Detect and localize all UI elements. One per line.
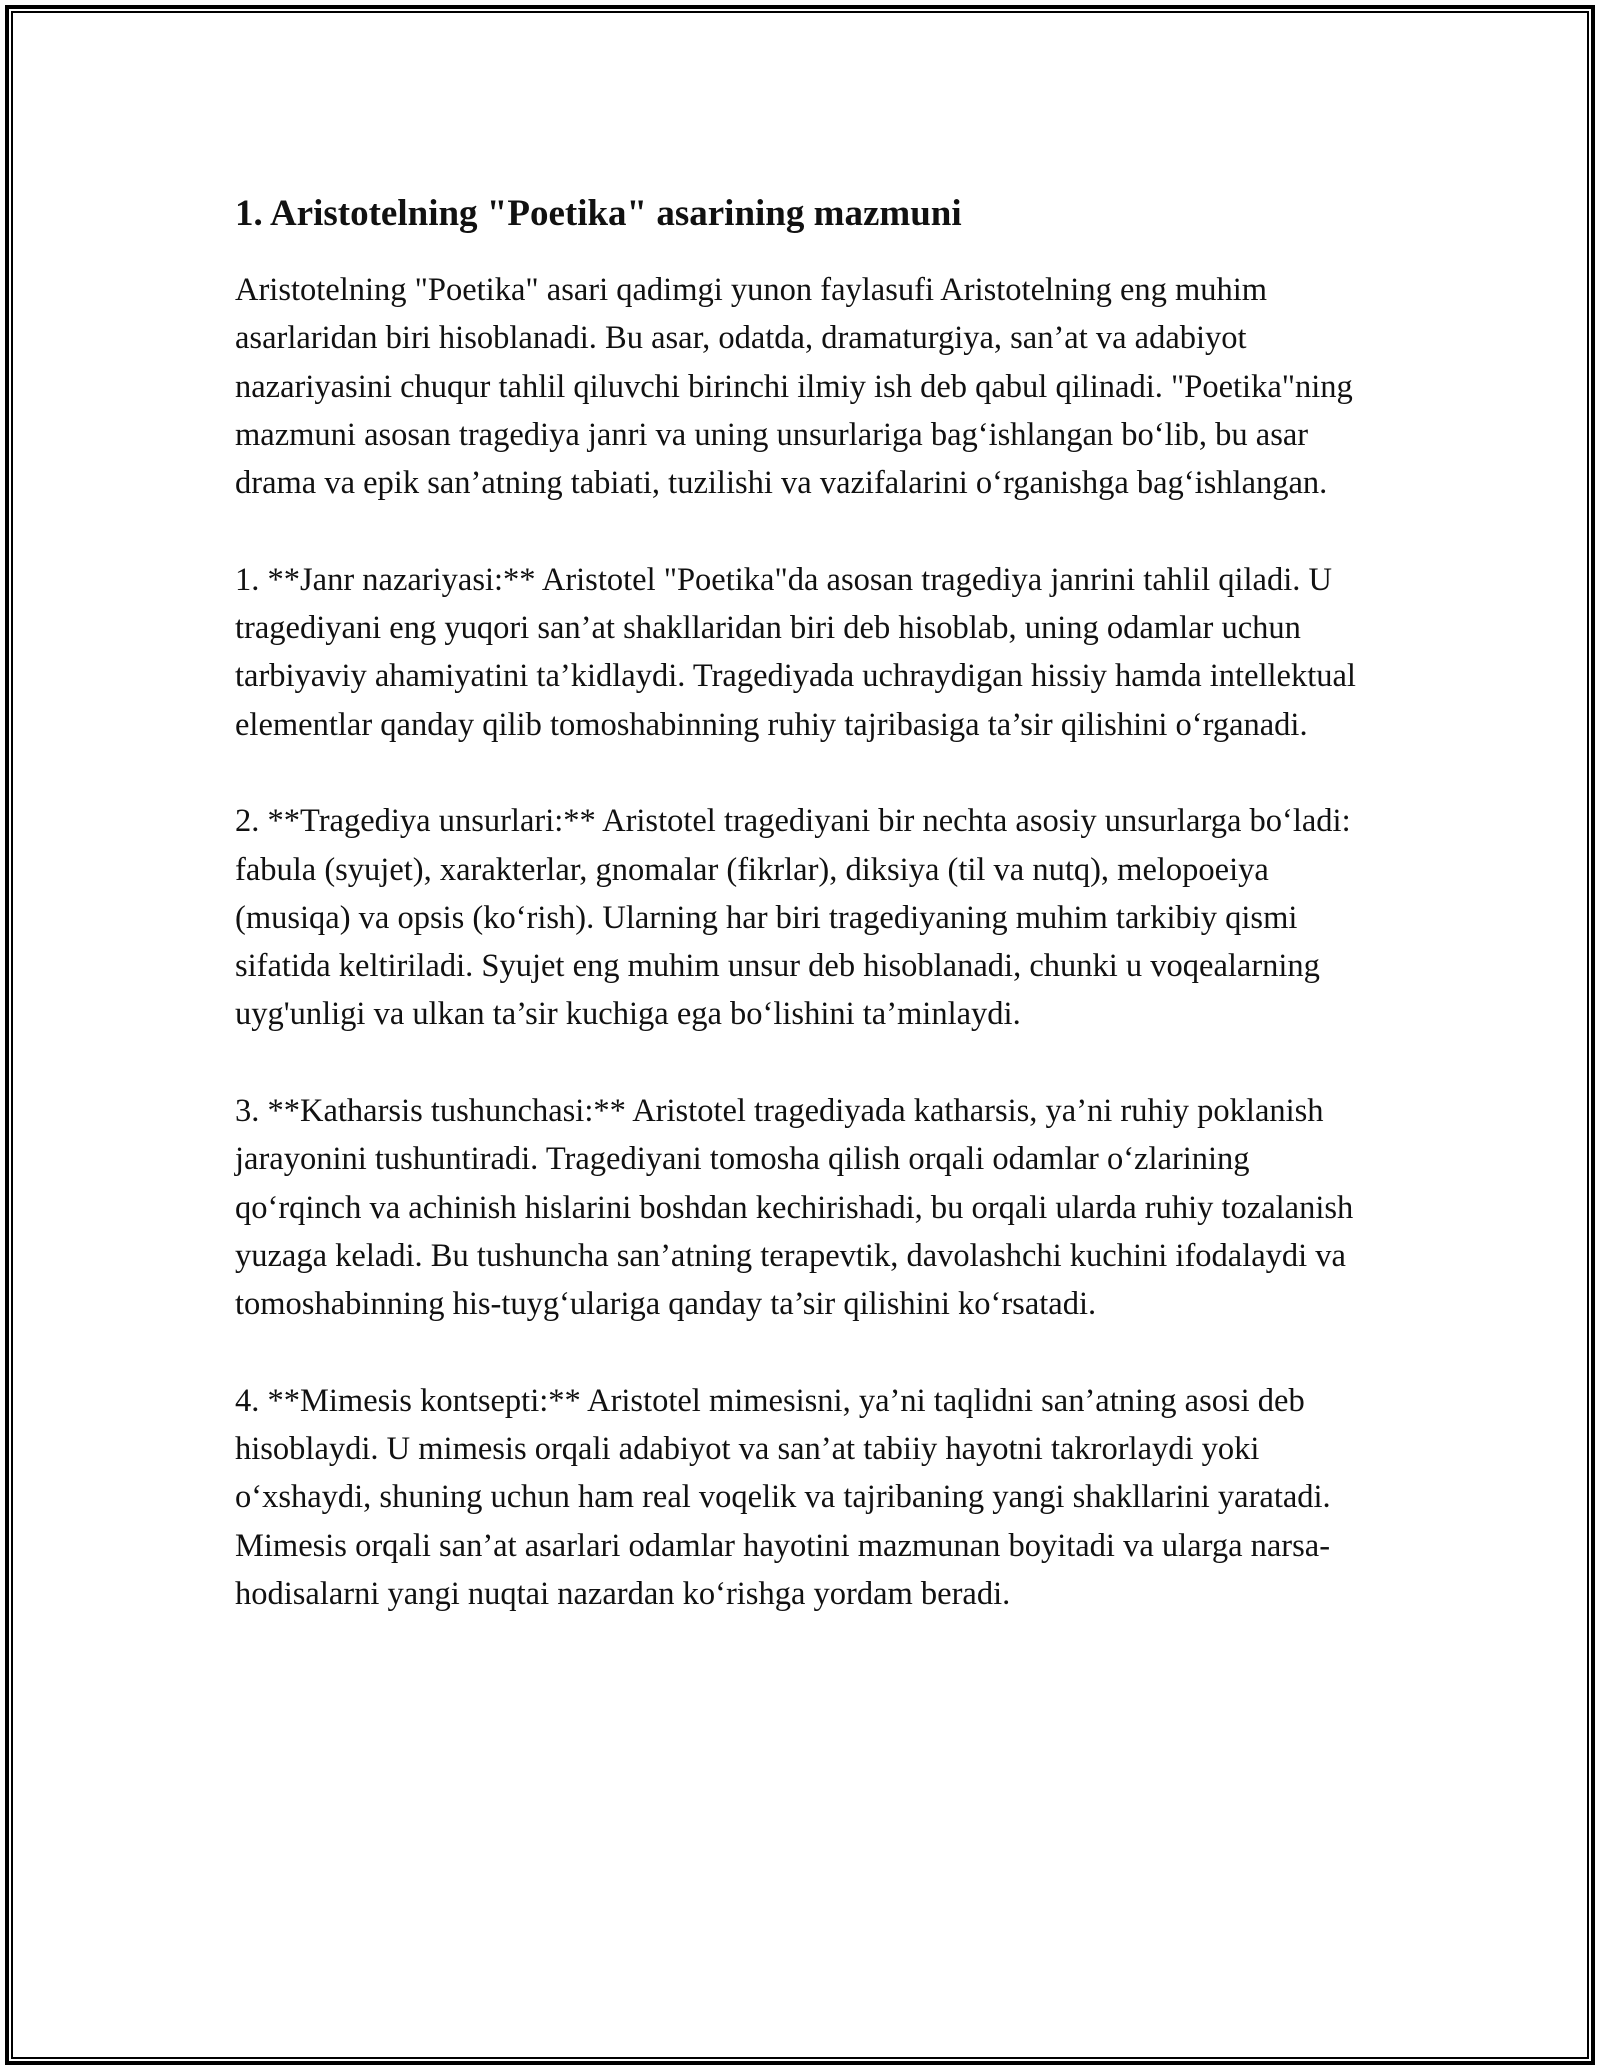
paragraph-mimesis: 4. **Mimesis kontsepti:** Aristotel mimesisni, ya’ni taqlidni san’atning asosi deb hisoblaydi. U mimesis orqali adabiyot va san’at tabiiy hayotni takrorlaydi yoki o‘xshaydi, shuning uchun ham real voqelik va tajribaning yangi shakllarini yaratadi. Mimesis orqali san’at asarlari odamlar hayotini mazmunan boyitadi va ularga narsa-hodisalarni yangi nuqtai nazardan ko‘rishga yordam beradi. [235, 1382, 1331, 1613]
paragraph-katharsis: 3. **Katharsis tushunchasi:** Aristotel tragediyada katharsis, ya’ni ruhiy poklanish jarayonini tushuntiradi. Tragediyani tomosha qilish orqali odamlar o‘zlarining qo‘rqinch va achinish hislarini boshdan kechirishadi, bu orqali ularda ruhiy tozalanish yuzaga keladi. Bu tushuncha san’atning terapevtik, davolashchi kuchini ifodalaydi va tomoshabinning his-tuyg‘ulariga qanday ta’sir qilishini ko‘rsatadi. [235, 1093, 1354, 1323]
paragraph-janr-nazariyasi: 1. **Janr nazariyasi:** Aristotel "Poetika"da asosan tragediya janrini tahlil qiladi. U tragediyani eng yuqori san’at shakllaridan biri deb hisoblab, uning odamlar uchun tarbiyaviy ahamiyatini ta’kidlaydi. Tragediyada uchraydigan hissiy hamda intellektual elementlar qanday qilib tomoshabinning ruhiy tajribasiga ta’sir qilishini o‘rganadi. [235, 561, 1356, 743]
document-body [235, 186, 1375, 1618]
document-title: 1. Aristotelning "Poetika" asarining mazmuni [235, 193, 962, 234]
intro-paragraph: Aristotelning "Poetika" asari qadimgi yunon faylasufi Aristotelning eng muhim asarlaridan biri hisoblanadi. Bu asar, odatda, dramaturgiya, san’at va adabiyot nazariyasini chuqur tahlil qiluvchi birinchi ilmiy ish deb qabul qilinadi. "Poetika"ning mazmuni asosan tragediya janri va uning unsurlariga bag‘ishlangan bo‘lib, bu asar drama va epik san’atning tabiati, tuzilishi va vazifalarini o‘rganishga bag‘ishlangan. [235, 272, 1353, 502]
paragraph-tragediya-unsurlari: 2. **Tragediya unsurlari:** Aristotel tragediyani bir nechta asosiy unsurlarga bo‘ladi: fabula (syujet), xarakterlar, gnomalar (fikrlar), diksiya (til va nutq), melopoeiya (musiqa) va opsis (ko‘rish). Ularning har biri tragediyaning muhim tarkibiy qismi sifatida keltiriladi. Syujet eng muhim unsur deb hisoblanadi, chunki u voqealarning uyg'unligi va ulkan ta’sir kuchiga ega bo‘lishini ta’minlaydi. [235, 803, 1351, 1033]
